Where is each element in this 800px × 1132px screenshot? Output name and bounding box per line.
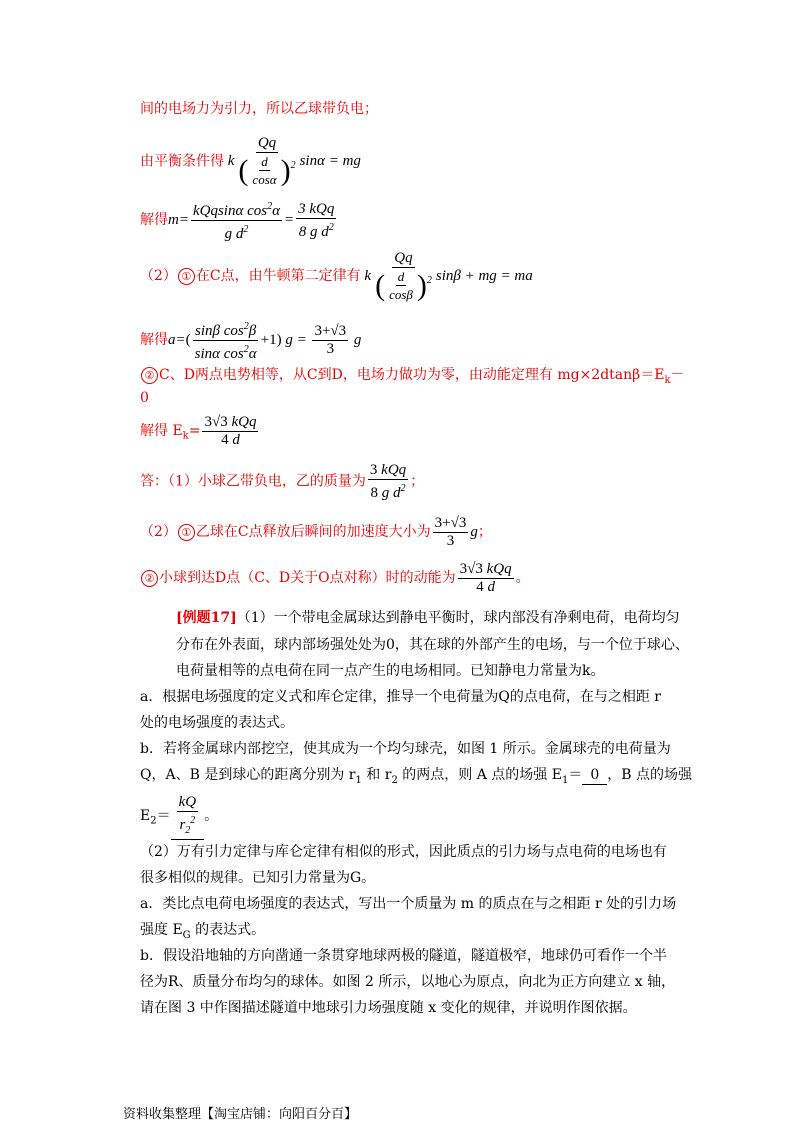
example-17-line-3: 电荷量相等的点电荷在同一点产生的电场相同。已知静电力常量为k。 [176, 663, 605, 679]
question-2b-line-2: 径为R、质量分布均匀的球体。如图 2 所示，以地心为原点，向北为正方向建立 x 轴， [140, 974, 676, 990]
question-b-line-2: Q，A、B 是到球心的距离分别为 $r_1$ 和 $r_2$ 的两点，则 A 点的场强 $E_1= 0$ ，B 点的场强 [140, 767, 692, 786]
answer-blank-ea: 0 [582, 766, 607, 785]
circled-number-2: ② [141, 570, 158, 587]
solution-line-1: 间的电场力为引力，所以乙球带负电； [140, 101, 378, 117]
answer-2: （2） ① 乙球在C点释放后瞬间的加速度大小为 $\frac{3+√3}{3}$ g； [140, 515, 492, 549]
example-17-line-2: 分布在外表面，球内部场强处处为0，其在球的外部产生的电场，与一个位于球心、 [176, 637, 689, 653]
energy-theorem-line: ② C、D两点电势相等，从C到D，电场力做功为零，由动能定理有 $mg\times 2dtan\beta=E_k-$ [140, 366, 685, 390]
newton-second-law: （2） ① 在C点，由牛顿第二定律有 k Qq ( $\frac{d}{\cos\beta}$ )$^2$ sinβ + mg = ma [140, 250, 533, 302]
footer-text: 资料收集整理【淘宝店铺：向阳百分百】 [123, 1107, 358, 1122]
answer-blank-eb: $\frac{kQ}{r_2^2}$ [171, 794, 205, 840]
question-2b-line-1: b．假设沿地轴的方向凿通一条贯穿地球两极的隧道，隧道极窄，地球仍可看作一个半 [140, 948, 667, 964]
question-2b-line-3: 请在图 3 中作图描述隧道中地球引力场强度随 x 变化的规律，并说明作图依据。 [140, 1000, 637, 1016]
example-label: [例题17] [176, 610, 237, 626]
question-2a-line-1: a．类比点电荷电场强度的表达式，写出一个质量为 m 的质点在与之相距 r 处的引力场 [140, 896, 677, 912]
mass-solution: 解得m= $\frac{kQqsin\alpha \cos^2\alpha}{g d^2}$ = $\frac{\text{3 kQq}}{8 g d^2}$ [140, 198, 338, 243]
question-b-line-3: $E_2=$ $\frac{kQ}{r_2^2}$ 。 [140, 794, 218, 840]
example-17-line-1: [例题17]（1）一个带电金属球达到静电平衡时，球内部没有净剩电荷，电荷均匀 [176, 610, 680, 626]
circled-number-2: ② [141, 367, 158, 384]
question-2-line-1: （2）万有引力定律与库仑定律有相似的形式，因此质点的引力场与点电荷的电场也有 [140, 844, 667, 860]
acceleration-solution: 解得a=( $\frac{\sin\beta \cos^2\beta}{\sin\alpha \cos^2\alpha}$ +1) g = $\frac{3+√3}{3}$ g [140, 318, 361, 363]
kinetic-energy-solution: 解得 $E_k=$ $\frac{\text{3√3 kQq}}{4 d}$ [140, 414, 257, 448]
equilibrium-equation: 由平衡条件得 k Qq ( $\frac{d}{\cos\alpha}$ )$^2$ sinα = mg [140, 135, 361, 187]
question-a-line-1: a．根据电场强度的定义式和库仑定律，推导一个电荷量为Q的点电荷，在与之相距 r [140, 689, 661, 705]
answer-3: ② 小球到达D点（C、D关于O点对称）时的动能为 $\frac{\text{3√3 kQq}}{4 d}$ 。 [140, 561, 530, 596]
answer-1: 答：（1）小球乙带负电，乙的质量为 $\frac{\text{3 kQq}}{8 g d^2}$ ； [140, 462, 425, 501]
circled-number-1: ① [178, 268, 195, 285]
question-2-line-2: 很多相似的规律。已知引力常量为G。 [140, 870, 376, 886]
circled-number-1: ① [178, 524, 195, 541]
question-a-line-2: 处的电场强度的表达式。 [140, 715, 294, 731]
energy-theorem-continued: 0 [140, 390, 149, 406]
question-b-line-1: b．若将金属球内部挖空，使其成为一个均匀球壳，如图 1 所示。金属球壳的电荷量为 [140, 741, 671, 757]
question-2a-line-2: 强度 $E_G$ 的表达式。 [140, 922, 266, 941]
